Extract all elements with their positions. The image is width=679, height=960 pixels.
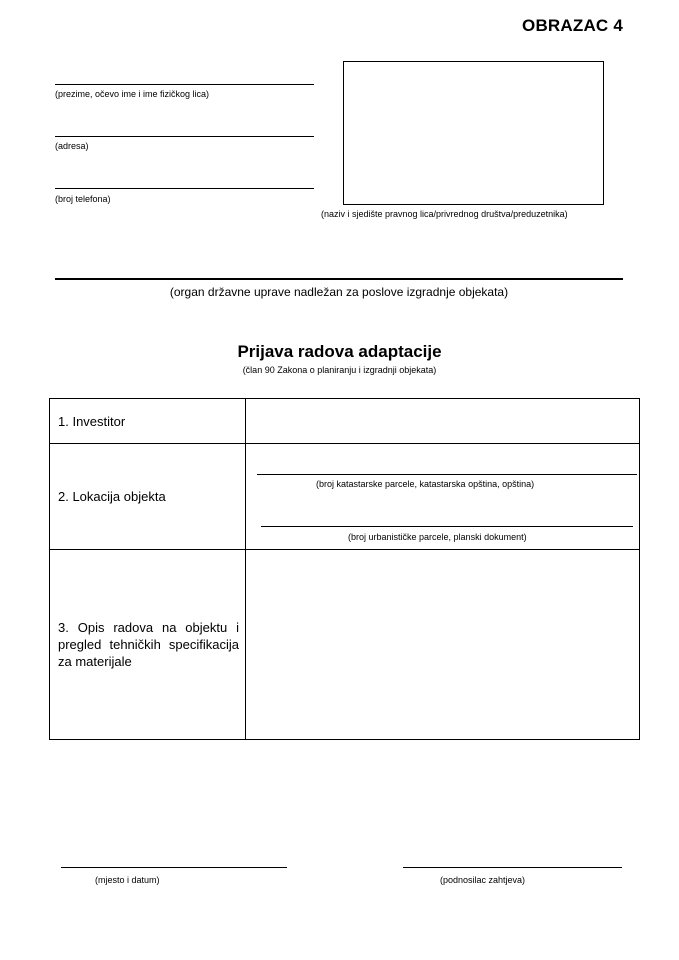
applicant-signature-caption: (podnosilac zahtjeva) bbox=[440, 875, 526, 885]
document-subtitle: (član 90 Zakona o planiranju i izgradnji objekata) bbox=[242, 365, 437, 375]
works-description-field[interactable] bbox=[246, 550, 640, 740]
organ-line[interactable] bbox=[55, 278, 623, 280]
application-table bbox=[49, 398, 640, 740]
applicant-address-line[interactable] bbox=[55, 136, 314, 137]
organ-caption: (organ državne uprave nadležan za poslove izgradnje objekata) bbox=[169, 285, 509, 299]
table-row bbox=[50, 444, 640, 550]
applicant-address-caption: (adresa) bbox=[55, 141, 89, 151]
document-title: Prijava radova adaptacije bbox=[237, 342, 442, 361]
legal-entity-box[interactable] bbox=[343, 61, 604, 205]
legal-entity-caption: (naziv i sjedište pravnog lica/privrednog društva/preduzetnika) bbox=[321, 209, 568, 219]
applicant-signature-line[interactable] bbox=[403, 867, 622, 868]
cadastral-parcel-caption: (broj katastarske parcele, katastarska opština, opština) bbox=[316, 479, 535, 489]
applicant-phone-line[interactable] bbox=[55, 188, 314, 189]
urban-parcel-line[interactable] bbox=[261, 526, 633, 527]
form-number: OBRAZAC 4 bbox=[522, 16, 623, 35]
location-field[interactable] bbox=[246, 444, 640, 550]
applicant-name-caption: (prezime, očevo ime i ime fizičkog lica) bbox=[55, 89, 210, 99]
place-date-caption: (mjesto i datum) bbox=[95, 875, 160, 885]
investor-label: 1. Investitor bbox=[50, 399, 246, 444]
cadastral-parcel-line[interactable] bbox=[257, 474, 637, 475]
investor-field[interactable] bbox=[246, 399, 640, 444]
location-label: 2. Lokacija objekta bbox=[50, 444, 246, 550]
applicant-name-line[interactable] bbox=[55, 84, 314, 85]
urban-parcel-caption: (broj urbanističke parcele, planski dokument) bbox=[348, 532, 527, 542]
table-row bbox=[50, 399, 640, 444]
place-date-line[interactable] bbox=[61, 867, 287, 868]
table-row bbox=[50, 550, 640, 740]
works-description-label: 3. Opis radova na objektu i pregled tehničkih specifikacija za materijale bbox=[50, 550, 246, 740]
applicant-phone-caption: (broj telefona) bbox=[55, 194, 111, 204]
